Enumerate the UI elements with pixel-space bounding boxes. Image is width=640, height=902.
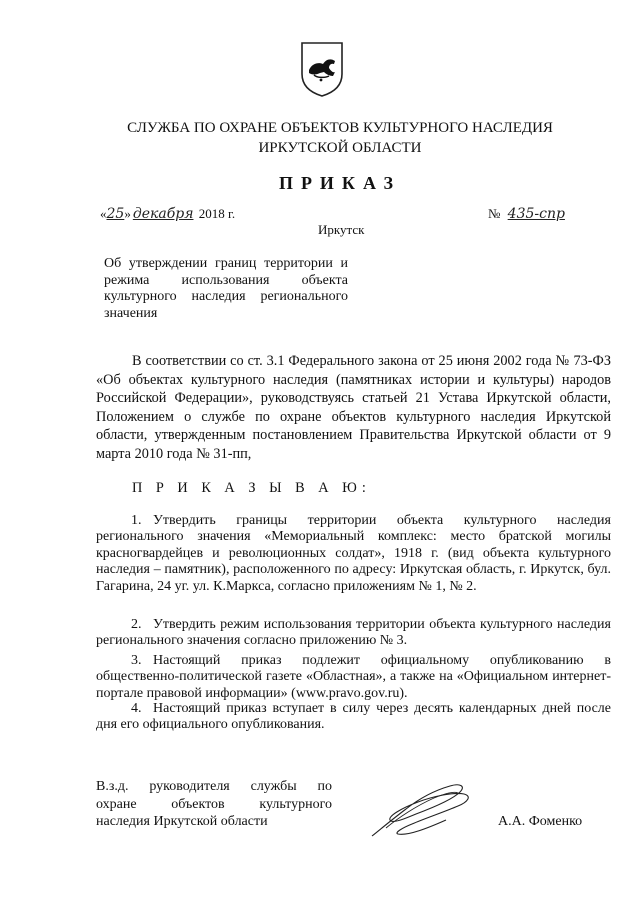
order-item-4 (96, 701, 611, 734)
order-item-3 (96, 653, 611, 702)
document-subject: Об утверждении границ территории и режима использования объекта культурного наследия регионального значения (104, 256, 348, 321)
date-month-handwritten: декабря (132, 206, 194, 222)
signatory-position-line-1: В.з.д. руководителя службы по (96, 779, 332, 794)
document-city: Иркутск (318, 222, 365, 237)
handwritten-signature (368, 778, 478, 840)
organization-name-line-1: СЛУЖБА ПО ОХРАНЕ ОБЪЕКТОВ КУЛЬТУРНОГО НАСЛЕДИЯ (127, 120, 553, 136)
signatory-position-line-3: наследия Иркутской области (96, 814, 268, 829)
date-close-quote: » (124, 206, 131, 221)
signatory-name: А.А. Фоменко (498, 814, 583, 829)
order-item-text: Настоящий приказ вступает в силу через десять календарных дней после дня его официального опубликования. (96, 701, 611, 733)
date-year: 2018 г. (198, 206, 236, 221)
order-item-number: 2. (131, 617, 142, 632)
preamble-paragraph: В соответствии со ст. 3.1 Федерального закона от 25 июня 2002 года № 73-ФЗ «Об объектах культурного наследия (памятниках истории и культуры) народов Российской Федерации», руководствуясь статьей 21 Устава Иркутской области, Положением о службе по охране объектов культурного наследия Иркутской области, утвержденным постановлением Правительства Иркутской области от 9 марта 2010 года № 31-пп, (96, 353, 611, 462)
coat-of-arms-icon (299, 40, 345, 98)
order-item-text: Утвердить режим использования территории объекта культурного наследия регионального значения согласно приложению № 3. (96, 617, 611, 649)
signatory-position-line-2: охране объектов культурного (96, 796, 332, 812)
order-item-text: Настоящий приказ подлежит официальному опубликованию в общественно-политической газете «Областная», а также на «Официальном интернет-портале правовой информации» (www.pravo.gov.ru). (96, 653, 611, 701)
signatory-position (96, 778, 332, 831)
date-day-handwritten: 25 (106, 206, 125, 222)
number-label: № (488, 206, 501, 221)
document-number (488, 206, 569, 222)
decree-heading: П Р И К А З Ы В А Ю: (132, 480, 371, 496)
organization-name-line-2: ИРКУТСКОЙ ОБЛАСТИ (258, 140, 422, 156)
document-type-title: ПРИКАЗ (278, 173, 402, 193)
order-item-number: 3. (131, 653, 142, 668)
order-item-1 (96, 513, 611, 595)
date-open-quote: « (100, 206, 107, 221)
document-date (100, 206, 235, 222)
order-item-2 (96, 617, 611, 650)
number-value-handwritten: 435-спр (507, 206, 565, 222)
order-item-number: 1. (131, 513, 142, 528)
order-item-number: 4. (131, 701, 142, 716)
order-item-text: Утвердить границы территории объекта культурного наследия регионального значения «Мемориальный комплекс: место братской могилы красногвардейцев и революционных солдат», 1918 г. (вид объекта культурного наследия – памятник), расположенного по адресу: Иркутская область, г. Иркутск, бул. Гагарина, 24 уг. ул. К.Маркса, согласно приложениям № 1, № 2. (96, 513, 611, 594)
